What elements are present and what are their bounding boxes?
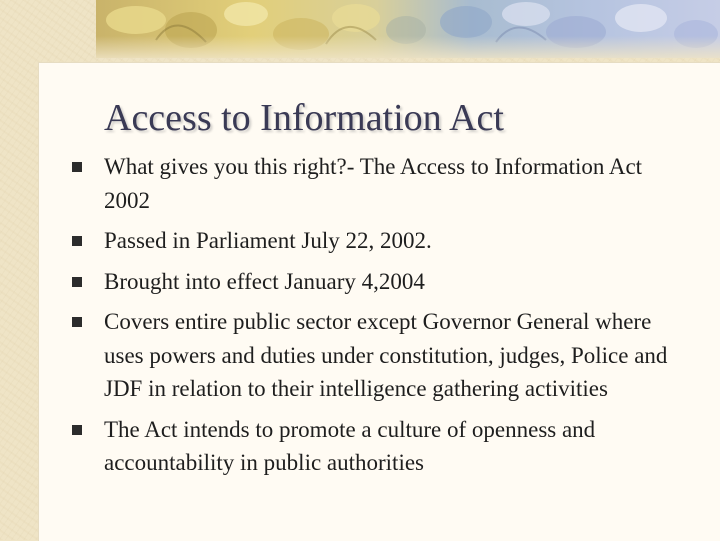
bullet-text: Passed in Parliament July 22, 2002. bbox=[104, 228, 432, 253]
bullet-item bbox=[70, 305, 680, 406]
bullet-text: What gives you this right?- The Access to Information Act 2002 bbox=[104, 154, 643, 213]
bullet-text: The Act intends to promote a culture of openness and accountability in public authorities bbox=[104, 416, 596, 475]
bullet-list bbox=[70, 150, 680, 487]
slide-title: Access to Information Act bbox=[104, 97, 504, 139]
bullet-item bbox=[70, 224, 680, 258]
bullet-item bbox=[70, 413, 680, 480]
square-bullet-icon bbox=[72, 236, 82, 246]
square-bullet-icon bbox=[72, 162, 82, 172]
square-bullet-icon bbox=[72, 425, 82, 435]
floral-banner-image bbox=[96, 0, 720, 58]
square-bullet-icon bbox=[72, 317, 82, 327]
bullet-item bbox=[70, 265, 680, 299]
bullet-text: Covers entire public sector except Governor General where uses powers and duties under constitution, judges, Police and JDF in relation to their intelligence gathering activities bbox=[104, 309, 668, 401]
bullet-item bbox=[70, 150, 680, 217]
bullet-text: Brought into effect January 4,2004 bbox=[104, 268, 425, 294]
square-bullet-icon bbox=[72, 277, 82, 287]
